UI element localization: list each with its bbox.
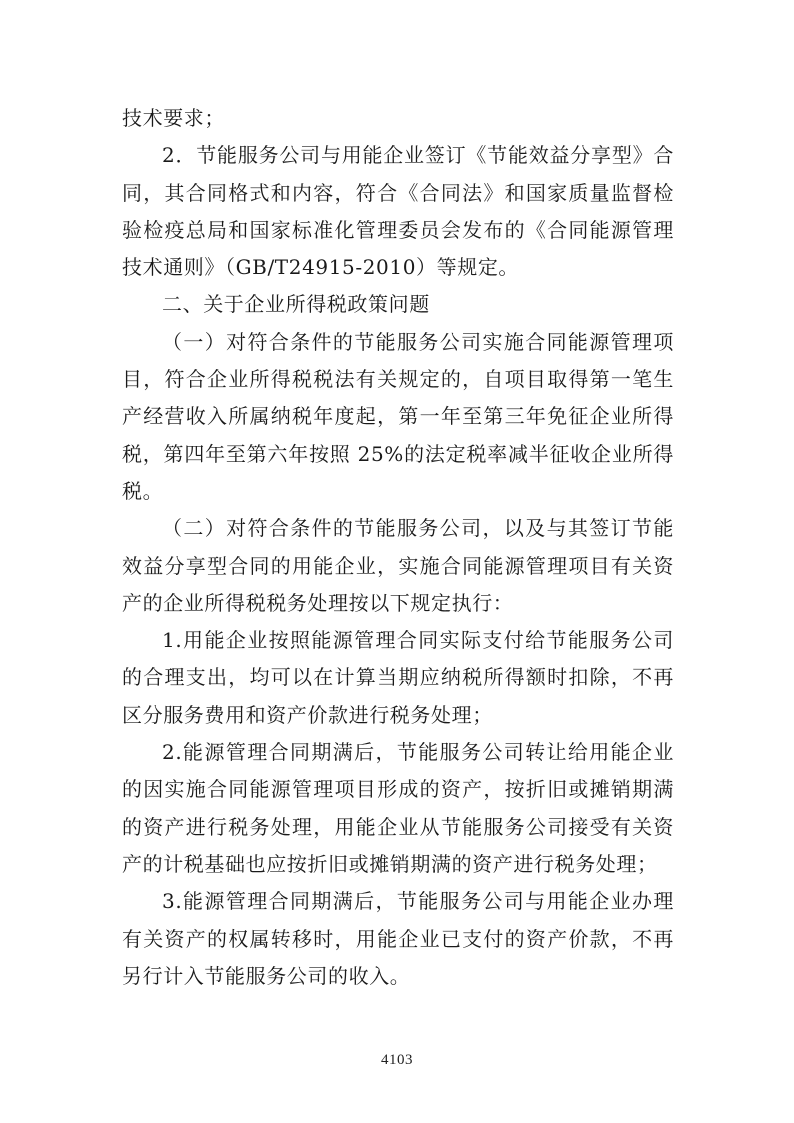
paragraph-continuation: 技术要求； <box>122 106 225 130</box>
page-number: 4103 <box>381 1052 413 1068</box>
paragraph-subitem-1: 1.用能企业按照能源管理合同实际支付给节能服务公司的合理支出，均可以在计算当期应纳税所得额时扣除，不再区分服务费用和资产价款进行税务处理； <box>122 628 674 727</box>
section-heading-income-tax: 二、关于企业所得税政策问题 <box>162 292 430 317</box>
paragraph-clause-2: （二）对符合条件的节能服务公司，以及与其签订节能效益分享型合同的用能企业，实施合同能源管理项目有关资产的企业所得税税务处理按以下规定执行： <box>122 516 674 615</box>
document-body <box>122 100 674 995</box>
paragraph-clause-1: （一）对符合条件的节能服务公司实施合同能源管理项目，符合企业所得税税法有关规定的，自项目取得第一笔生产经营收入所属纳税年度起，第一年至第三年免征企业所得税，第四年至第六年按照 25%的法定税率减半征收企业所得税。 <box>122 329 674 503</box>
paragraph-item-2: 2．节能服务公司与用能企业签订《节能效益分享型》合同，其合同格式和内容，符合《合同法》和国家质量监督检验检疫总局和国家标准化管理委员会发布的《合同能源管理技术通则》（GB/T24915-2010）等规定。 <box>122 143 674 280</box>
paragraph-subitem-3: 3.能源管理合同期满后，节能服务公司与用能企业办理有关资产的权属转移时，用能企业已支付的资产价款，不再另行计入节能服务公司的收入。 <box>122 889 674 988</box>
paragraph-subitem-2: 2.能源管理合同期满后，节能服务公司转让给用能企业的因实施合同能源管理项目形成的资产，按折旧或摊销期满的资产进行税务处理，用能企业从节能服务公司接受有关资产的计税基础也应按折旧或摊销期满的资产进行税务处理； <box>122 740 674 876</box>
